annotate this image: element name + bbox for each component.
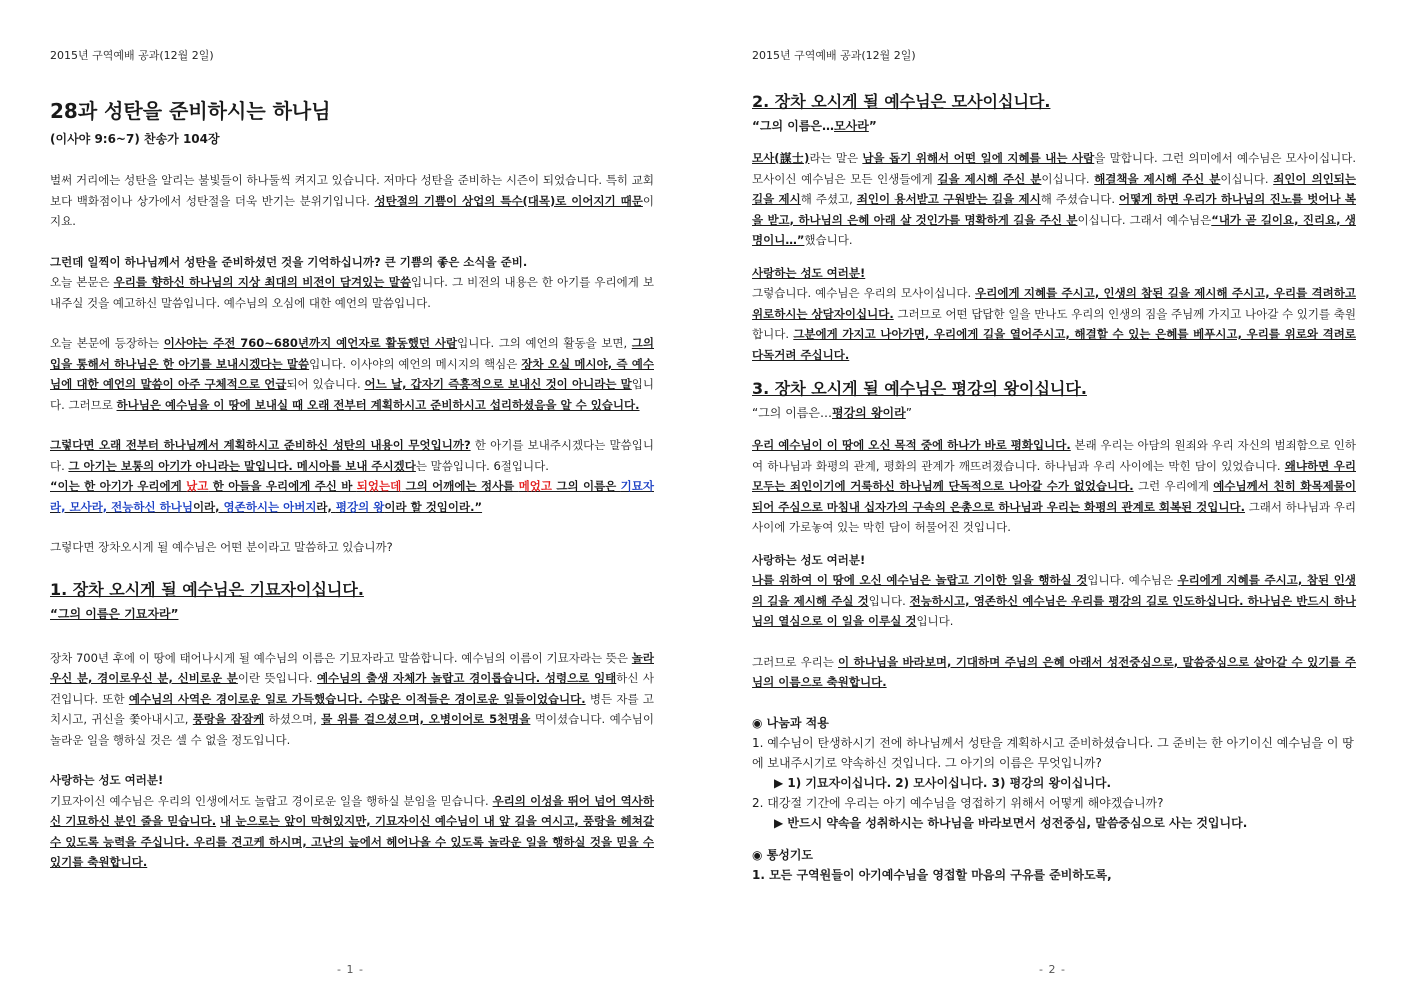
- paragraph-intro: 벌써 거리에는 성탄을 알리는 불빛들이 하나둘씩 켜지고 있습니다. 저마다 성탄을 준비하는 시즌이 되었습니다. 특히 교회보다 백화점이나 상가에서 성탄절을 더욱 반기는 분위기입니다. 성탄절의 기쁨이 상업의 특수(대목)로 이어지기 때문이지요.: [50, 173, 654, 228]
- scripture-reference: (이사야 9:6~7) 찬송가 104장: [50, 132, 220, 146]
- paragraph-exhortation-1: 사랑하는 성도 여러분! 기묘자이신 예수님은 우리의 인생에서도 놀랍고 경이로운 일을 행하실 분임을 믿습니다. 우리의 이성을 뛰어 넘어 역사하신 기묘하신 분인 줄을 믿습니다. 내 눈으로는 앞이 막혀있지만, 기묘자이신 예수님이 내 앞 길을 여시고, 풍랑을 헤쳐갈 수 있도록 능력을 주십니다. 우리를 견고케 하시며, 고난의 늪에서 헤어나올 수 있도록 놀라운 일을 행하실 것을 믿을 수 있기를 축원합니다.: [50, 773, 654, 869]
- page-number: - 2 -: [1039, 963, 1066, 976]
- sharing-answer-1: ▶ 1) 기묘자이십니다. 2) 모사이십니다. 3) 평강의 왕이십니다.: [774, 775, 1112, 790]
- page-content: [50, 98, 654, 873]
- prayer-heading: ◉ 통성기도: [752, 847, 814, 862]
- section-heading-2: 2. 장차 오시게 될 예수님은 모사이십니다.: [752, 92, 1051, 111]
- lesson-title: 28과 성탄을 준비하시는 하나님: [50, 99, 331, 123]
- scripture-quote: “이는 한 아기가 우리에게 났고 한 아들을 우리에게 주신 바 되었는데 그의 어깨에는 정사를 메었고 그의 이름은 기묘자라, 모사라, 전능하신 하나님이라, 영존하시는 아버지라, 평강의 왕이라 할 것임이라.”: [50, 479, 654, 514]
- page-header: 2015년 구역예배 공과(12월 2일): [752, 49, 916, 62]
- paragraph-exhortation-3: 사랑하는 성도 여러분! 나를 위하여 이 땅에 오신 예수님은 놀랍고 기이한 일을 행하실 것입니다. 예수님은 우리에게 지혜를 주시고, 참된 인생의 길을 제시해 주실 것입니다. 전능하시고, 영존하신 예수님은 우리를 평강의 길로 인도하십니다. 하나님은 반드시 하나님의 열심으로 이 일을 이루실 것입니다.: [752, 552, 1356, 628]
- sharing-heading: ◉ 나눔과 적용: [752, 715, 829, 730]
- section-heading-1: 1. 장차 오시게 될 예수님은 기묘자이십니다.: [50, 579, 364, 599]
- prayer-item-1: 1. 모든 구역원들이 아기예수님을 영접할 마음의 구유를 준비하도록,: [752, 867, 1112, 882]
- paragraph-counselor: 모사(謀士)라는 말은 남을 돕기 위해서 어떤 일에 지혜를 내는 사람을 말합니다. 그런 의미에서 예수님은 모사이십니다. 모사이신 예수님은 모든 인생들에게 길을 제시해 주신 분이십니다. 해결책을 제시해 주신 분이십니다. 죄인이 의인되는 길을 제시해 주셨고, 죄인이 용서받고 구원받는 길을 제시해 주셨습니다. 어떻게 하면 우리가 하나님의 진노를 벗어나 복을 받고, 하나님의 은혜 아래 살 것인가를 명확하게 길을 주신 분이십니다. 그래서 예수님은“내가 곧 길이요, 진리요, 생명이니…”했습니다.: [752, 151, 1357, 247]
- page-1: [0, 0, 701, 992]
- section-reference-2: “그의 이름은…모사라”: [752, 119, 877, 133]
- paragraph-wonderful: 장차 700년 후에 이 땅에 태어나시게 될 예수님의 이름은 기묘자라고 말씀합니다. 예수님의 이름이 기묘자라는 뜻은 놀라우신 분, 경이로우신 분, 신비로운 분이란 뜻입니다. 예수님의 출생 자체가 놀랍고 경이롭습니다. 성령으로 잉태하신 사건입니다. 또한 예수님의 사역은 경이로운 일로 가득했습니다. 수많은 이적들은 경이로운 일들이었습니다. 병든 자를 고치시고, 귀신을 쫓아내시고, 풍랑을 잠잠케 하셨으며, 물 위를 걸으셨으며, 오병이어로 5천명을 먹이셨습니다. 예수님이 놀라운 일을 행하실 것은 셀 수 없을 정도입니다.: [50, 650, 655, 747]
- paragraph-exhortation-2: 사랑하는 성도 여러분! 그렇습니다. 예수님은 우리의 모사이십니다. 우리에게 지혜를 주시고, 인생의 참된 길을 제시해 주시고, 우리를 격려하고 위로하시는 상담자이십니다. 그러므로 어떤 답답한 일을 만나도 우리의 인생의 짐을 주님께 가지고 나아갈 수 있기를 축원합니다. 그분에게 가지고 나아가면, 우리에게 길을 열어주시고, 해결할 수 있는 은혜를 베푸시고, 우리를 위로와 격려로 다독거려 주십니다.: [752, 265, 1356, 362]
- section-reference-1: “그의 이름은 기묘자라”: [50, 606, 179, 621]
- paragraph-question: 그렇다면 장차오시게 될 예수님은 어떤 분이라고 말씀하고 있습니까?: [50, 540, 393, 554]
- page-header: 2015년 구역예배 공과(12월 2일): [50, 49, 214, 62]
- paragraph-blessing: 그러므로 우리는 이 하나님을 바라보며, 기대하며 주님의 은혜 아래서 성전중심으로, 말씀중심으로 살아갈 수 있기를 주님의 이름으로 축원합니다.: [752, 654, 1356, 689]
- paragraph-peace: 우리 예수님이 이 땅에 오신 목적 중에 하나가 바로 평화입니다. 본래 우리는 아담의 원죄와 우리 자신의 범죄함으로 인하여 하나님과 화평의 관계, 평화의 관계가 깨뜨려졌습니다. 하나님과 우리 사이에는 막힌 담이 있었습니다. 왜냐하면 우리 모두는 죄인이기에 거룩하신 하나님께 단독적으로 나아갈 수가 없었습니다. 그런 우리에게 예수님께서 친히 화목제물이 되어 주심으로 마침내 십자가의 구속의 은총으로 하나님과 우리는 화평의 관계로 회복된 것입니다. 그래서 하나님과 우리 사이에 가로놓여 있는 막힌 담이 허물어진 것입니다.: [752, 438, 1357, 534]
- sharing-answer-2: ▶ 반드시 약속을 성취하시는 하나님을 바라보면서 성전중심, 말씀중심으로 사는 것입니다.: [774, 815, 1248, 830]
- section-heading-3: 3. 장차 오시게 될 예수님은 평강의 왕이십니다.: [752, 379, 1087, 398]
- section-reference-3: “그의 이름은…평강의 왕이라”: [752, 406, 912, 420]
- page-number: - 1 -: [337, 963, 364, 976]
- paragraph-isaiah: 오늘 본문에 등장하는 이사야는 주전 760~680년까지 예언자로 활동했던 사람입니다. 그의 예언의 활동을 보면, 그의 입을 통해서 하나님은 한 아기를 보내시겠다는 말씀입니다. 이사야의 예언의 메시지의 핵심은 장차 오실 메시야, 즉 예수님에 대한 예언의 말씀이 아주 구체적으로 언급되어 있습니다. 어느 날, 갑자기 즉흥적으로 보내신 것이 아니라는 말입니다. 그러므로 하나님은 예수님을 이 땅에 보내실 때 오래 전부터 계획하시고 준비하시고 섭리하셨음을 알 수 있습니다.: [50, 336, 655, 412]
- paragraph-plan: 그렇다면 오래 전부터 하나님께서 계획하시고 준비하신 성탄의 내용이 무엇입니까? 한 아기를 보내주시겠다는 말씀입니다. 그 아기는 보통의 아기가 아니라는 말입니다. 메시아를 보내 주시겠다는 말씀입니다. 6절입니다. “이는 한 아기가 우리에게 났고 한 아들을 우리에게 주신 바 되었는데 그의 어깨에는 정사를 메었고 그의 이름은 기묘자라, 모사라, 전능하신 하나님이라, 영존하시는 아버지라, 평강의 왕이라 할 것임이라.”: [50, 438, 654, 514]
- sharing-question-2: 2. 대강절 기간에 우리는 아기 예수님을 영접하기 위해서 어떻게 해야겠습니까?: [752, 795, 1164, 810]
- sharing-question-1: 1. 예수님이 탄생하시기 전에 하나님께서 성탄을 계획하시고 준비하셨습니다. 그 준비는 한 아기이신 예수님을 이 땅에 보내주시기로 약속하신 것입니다. 그 아기의 이름은 무엇입니까?: [752, 735, 1354, 770]
- paragraph-preparation: 그런데 일찍이 하나님께서 성탄을 준비하셨던 것을 기억하십니까? 큰 기쁨의 좋은 소식을 준비. 오늘 본문은 우리를 향하신 하나님의 지상 최대의 비전이 담겨있는 말씀입니다. 그 비전의 내용은 한 아기를 우리에게 보내주실 것을 예고하신 말씀입니다. 예수님의 오심에 대한 예언의 말씀입니다.: [50, 254, 654, 310]
- page-content: [752, 90, 1356, 885]
- page-2: [702, 0, 1403, 992]
